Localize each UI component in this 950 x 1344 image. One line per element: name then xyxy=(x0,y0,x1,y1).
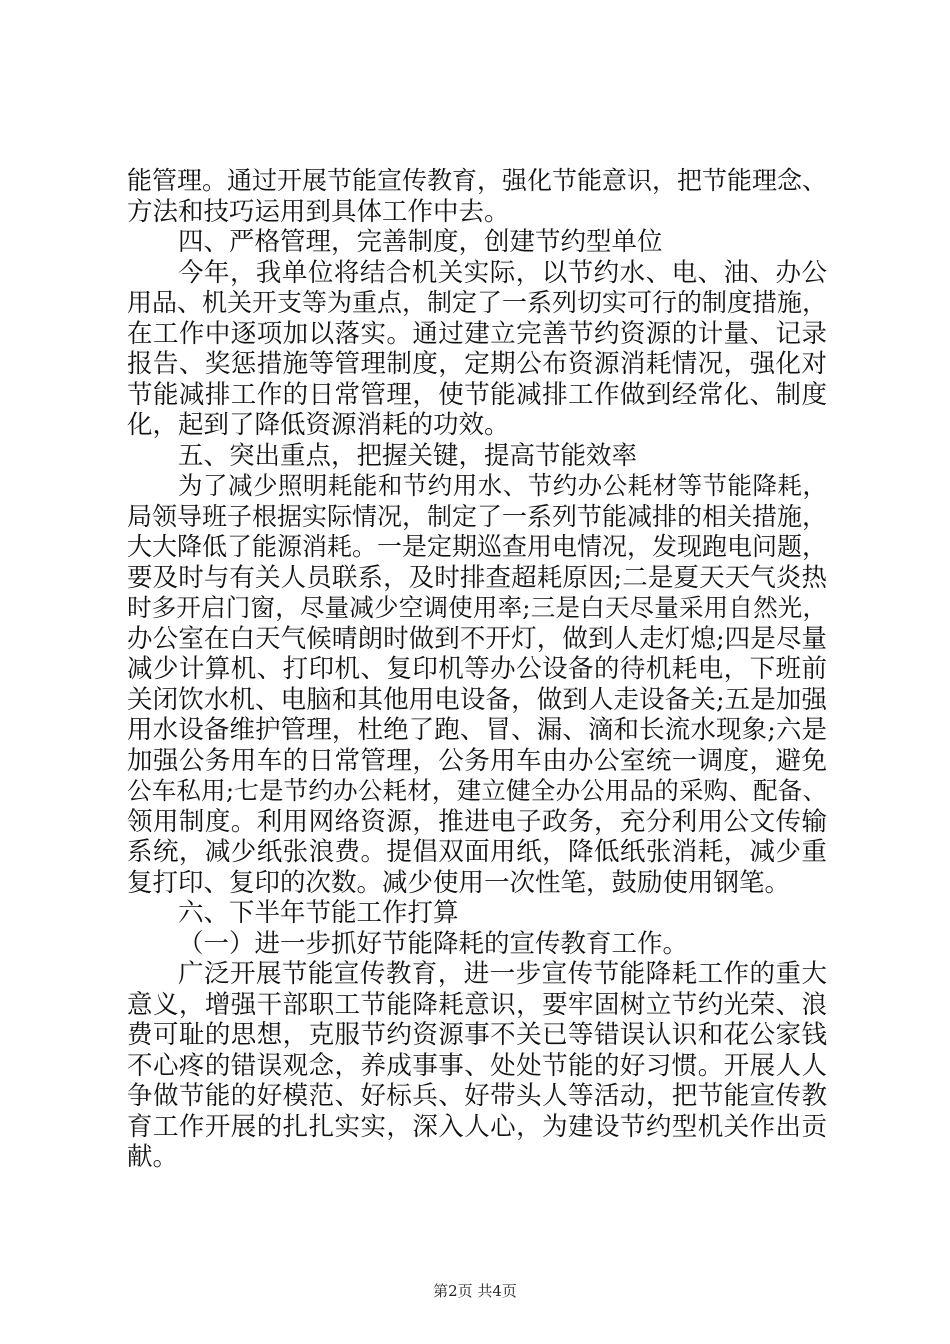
body-line: 用水设备维护管理，杜绝了跑、冒、漏、滴和长流水现象;六是 xyxy=(127,715,827,745)
page-number-footer: 第2页 共4页 xyxy=(433,1282,517,1300)
body-line: 费可耻的思想，克服节约资源事不关已等错误认识和花公家钱 xyxy=(127,1020,827,1050)
body-line: 不心疼的错误观念，养成事事、处处节能的好习惯。开展人人 xyxy=(127,1050,827,1081)
body-line: 化，起到了降低资源消耗的功效。 xyxy=(127,410,510,440)
body-line: 时多开启门窗，尽量减少空调使用率;三是白天尽量采用自然光， xyxy=(127,593,827,622)
body-line: 育工作开展的扎扎实实，深入人心，为建设节约型机关作出贡 xyxy=(127,1111,827,1142)
subsection-heading: （一）进一步抓好节能降耗的宣传教育工作。 xyxy=(178,928,689,959)
section-heading-4: 四、严格管理，完善制度，创建节约型单位 xyxy=(178,227,663,257)
body-line: 用品、机关开支等为重点，制定了一系列切实可行的制度措施， xyxy=(127,288,828,317)
body-line: 为了减少照明耗能和节约用水、节约办公耗材等节能降耗， xyxy=(178,471,827,500)
body-line: 公车私用;七是节约办公耗材，建立健全办公用品的采购、配备、 xyxy=(127,776,827,805)
body-line: 意义，增强干部职工节能降耗意识，要牢固树立节约光荣、浪 xyxy=(127,989,827,1020)
body-line: 献。 xyxy=(127,1142,179,1172)
body-line: 广泛开展节能宣传教育，进一步宣传节能降耗工作的重大 xyxy=(178,959,827,989)
section-heading-6: 六、下半年节能工作打算 xyxy=(178,898,459,928)
body-line: 关闭饮水机、电脑和其他用电设备，做到人走设备关;五是加强 xyxy=(127,684,827,715)
body-line: 加强公务用车的日常管理，公务用车由办公室统一调度，避免 xyxy=(127,745,827,776)
body-line: 争做节能的好模范、好标兵、好带头人等活动，把节能宣传教 xyxy=(127,1081,827,1111)
body-line: 方法和技巧运用到具体工作中去。 xyxy=(127,196,510,227)
body-line: 大大降低了能源消耗。一是定期巡查用电情况，发现跑电问题， xyxy=(127,532,828,561)
body-line: 报告、奖惩措施等管理制度，定期公布资源消耗情况，强化对 xyxy=(127,349,827,379)
body-line: 复打印、复印的次数。减少使用一次性笔，鼓励使用钢笔。 xyxy=(127,867,791,898)
body-line: 系统，减少纸张浪费。提倡双面用纸，降低纸张消耗，减少重 xyxy=(127,837,827,867)
body-line: 要及时与有关人员联系，及时排查超耗原因;二是夏天天气炎热 xyxy=(127,562,827,593)
body-line: 局领导班子根据实际情况，制定了一系列节能减排的相关措施， xyxy=(127,501,828,531)
body-line: 办公室在白天气候晴朗时做到不开灯，做到人走灯熄;四是尽量 xyxy=(127,623,827,654)
body-line: 今年，我单位将结合机关实际，以节约水、电、油、办公 xyxy=(178,257,827,288)
body-line: 节能减排工作的日常管理，使节能减排工作做到经常化、制度 xyxy=(127,379,827,410)
section-heading-5: 五、突出重点，把握关键，提高节能效率 xyxy=(178,440,638,471)
body-line: 能管理。通过开展节能宣传教育，强化节能意识，把节能理念、 xyxy=(127,166,828,195)
body-line: 减少计算机、打印机、复印机等办公设备的待机耗电，下班前 xyxy=(127,654,827,684)
body-line: 在工作中逐项加以落实。通过建立完善节约资源的计量、记录 xyxy=(127,318,827,349)
document-body xyxy=(127,166,827,1173)
body-line: 领用制度。利用网络资源，推进电子政务，充分利用公文传输 xyxy=(127,806,827,837)
